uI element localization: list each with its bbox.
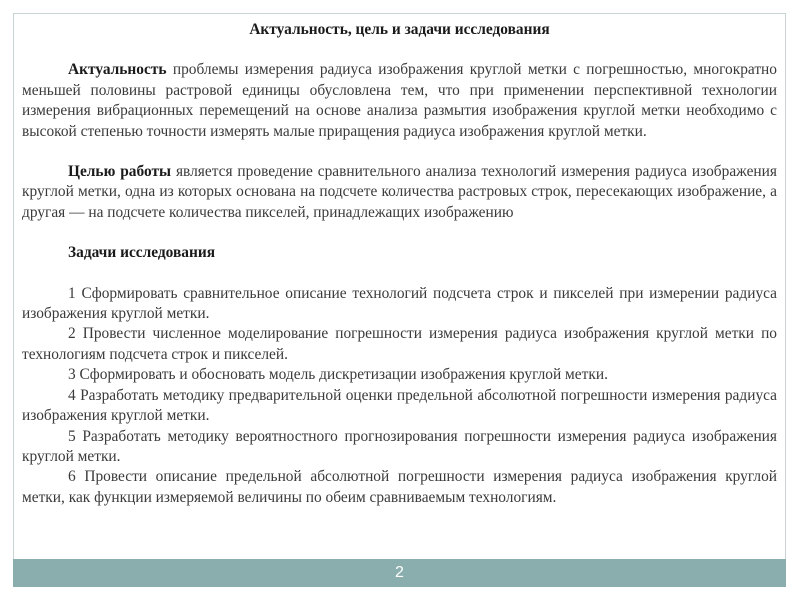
task-item-3: 3 Сформировать и обосновать модель дискретизации изображения круглой метки. [68,366,608,384]
relevance-text: проблемы измерения радиуса изображения круглой метки с погрешностью, многократно меньшей половины растровой единицы обусловлена тем, что при применении перспективной технологии измерения вибрационных перемещений на основе анализа размытия изображения круглой метки необходимо с высокой степенью точности измерять малые приращения радиуса изображения круглой метки. [22,61,777,140]
tasks-list [22,284,777,508]
slide-frame [13,13,786,587]
footer-bar [13,559,786,587]
page-number: 2 [395,564,404,581]
task-item-6: 6 Провести описание предельной абсолютной погрешности измерения радиуса изображения круглой метки, как функции измеряемой величины по обеим сравниваемым технологиям. [22,468,777,506]
relevance-paragraph [22,60,777,142]
task-item-5: 5 Разработать методику вероятностного прогнозирования погрешности измерения радиуса изображения круглой метки. [22,427,777,465]
tasks-heading: Задачи исследования [68,244,216,262]
slide-content [22,20,777,508]
slide-title: Актуальность, цель и задачи исследования [249,21,550,38]
goal-paragraph [22,162,777,223]
goal-text: является проведение сравнительного анализа технологий измерения радиуса изображения круглой метки, одна из которых основана на подсчете количества растровых строк, пересекающих изображение, а другая — на подсчете количества пикселей, принадлежащих изображению [22,163,777,221]
goal-lead: Целью работы [68,163,172,181]
task-item-1: 1 Сформировать сравнительное описание технологий подсчета строк и пикселей при измерении радиуса изображения круглой метки. [22,284,777,323]
task-item-4: 4 Разработать методику предварительной оценки предельной абсолютной погрешности измерения радиуса изображения круглой метки. [22,386,777,425]
relevance-lead: Актуальность [68,61,167,79]
task-item-2: 2 Провести численное моделирование погрешности измерения радиуса изображения круглой метки по технологиям подсчета строк и пикселей. [22,325,777,363]
